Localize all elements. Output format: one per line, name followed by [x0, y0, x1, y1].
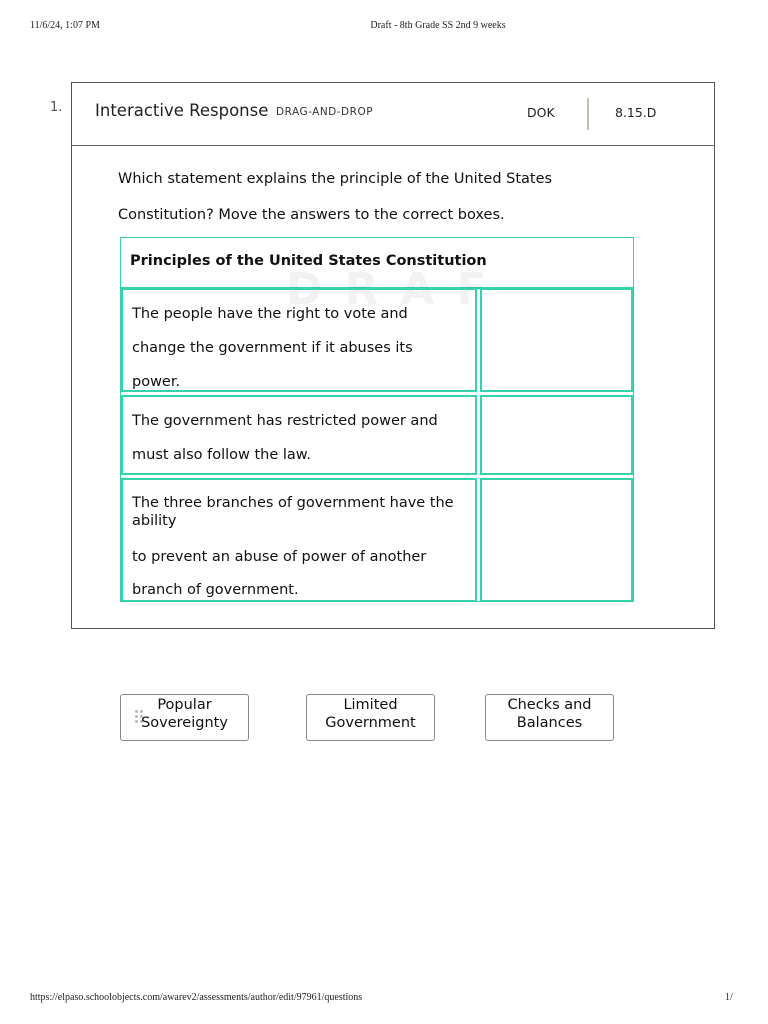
- chip-label-line-2: Sovereignty: [141, 715, 228, 731]
- statement-1-line-1: The people have the right to vote and: [132, 306, 408, 322]
- print-document-title: Draft - 8th Grade SS 2nd 9 weeks: [370, 20, 506, 31]
- answer-chip-popular-sovereignty[interactable]: [120, 694, 249, 741]
- drop-zone-3[interactable]: [480, 478, 633, 602]
- header-divider: [587, 98, 589, 130]
- draft-watermark: DRAF: [286, 264, 509, 315]
- statement-3-line-2: to prevent an abuse of power of another: [132, 549, 427, 565]
- question-prompt-line-1: Which statement explains the principle of the United States: [118, 171, 553, 187]
- answer-chip-checks-and-balances[interactable]: [485, 694, 614, 741]
- principles-table: [120, 237, 634, 602]
- answer-chip-limited-government[interactable]: [306, 694, 435, 741]
- statement-2-line-2: must also follow the law.: [132, 447, 311, 463]
- question-number: 1.: [50, 100, 63, 115]
- standard-code: 8.15.D: [615, 105, 657, 120]
- statement-1-line-2: change the government if it abuses its: [132, 340, 413, 356]
- print-datetime: 11/6/24, 1:07 PM: [30, 20, 100, 31]
- statement-row-2: [121, 395, 477, 475]
- question-prompt-line-2: Constitution? Move the answers to the correct boxes.: [118, 207, 505, 223]
- statement-3-line-3: branch of government.: [132, 582, 299, 598]
- drop-zone-2[interactable]: [480, 395, 633, 475]
- print-page-number: 1/: [725, 992, 733, 1003]
- question-subtype-label: DRAG-AND-DROP: [276, 106, 374, 118]
- statement-3-line-1: The three branches of government have the ability: [132, 495, 454, 529]
- print-header: [0, 20, 768, 34]
- chip-label-line-2: Government: [325, 715, 416, 731]
- chip-label-line-1: Checks and: [507, 697, 592, 713]
- table-title: Principles of the United States Constitution: [121, 238, 633, 289]
- print-url: https://elpaso.schoolobjects.com/awarev2/assessments/author/edit/97961/questions: [30, 992, 363, 1003]
- statement-row-1: [121, 288, 477, 392]
- print-footer: [0, 992, 768, 1006]
- statement-row-3: [121, 478, 477, 602]
- chip-label-line-1: Limited: [343, 697, 398, 713]
- dok-label: DOK: [527, 105, 555, 120]
- drop-zone-1[interactable]: [480, 288, 633, 392]
- chip-label-line-1: Popular: [157, 697, 212, 713]
- question-card: [71, 82, 715, 629]
- question-type-label: Interactive Response: [95, 101, 269, 120]
- chip-label-line-2: Balances: [516, 715, 583, 731]
- statement-2-line-1: The government has restricted power and: [132, 413, 438, 429]
- question-header: [72, 83, 714, 146]
- statement-1-line-3: power.: [132, 374, 181, 390]
